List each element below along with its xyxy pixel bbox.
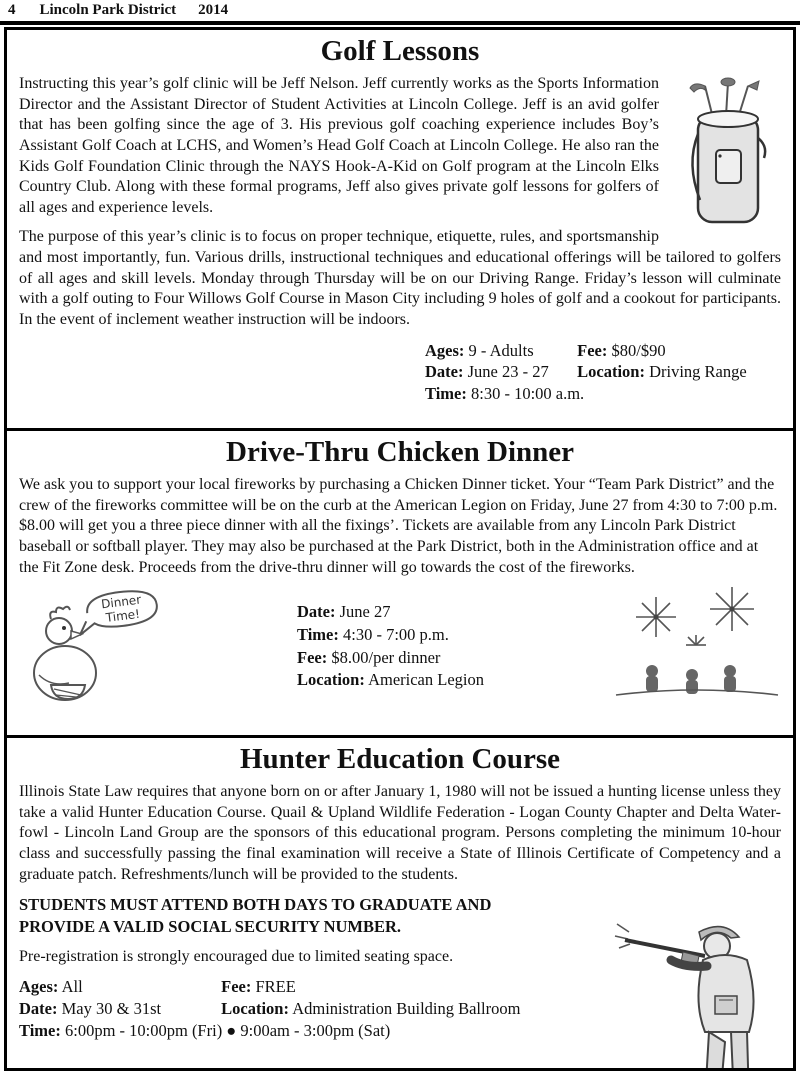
fireworks-illustration bbox=[614, 587, 779, 699]
time-value: 6:00pm - 10:00pm (Fri) ● 9:00am - 3:00pm (Sat) bbox=[64, 1020, 391, 1040]
ages-value: 9 - Adults bbox=[468, 340, 534, 360]
location-label: Location: bbox=[297, 670, 365, 690]
page-number: 4 bbox=[8, 2, 16, 18]
fee-value: $80/$90 bbox=[611, 340, 666, 360]
hunter-fee bbox=[221, 977, 296, 996]
location-value: Driving Range bbox=[649, 362, 747, 382]
ages-label: Ages: bbox=[425, 340, 465, 360]
golf-detail-row bbox=[425, 361, 781, 383]
location-label: Location: bbox=[577, 362, 645, 382]
golf-ages bbox=[425, 340, 573, 362]
fee-value: $8.00/per dinner bbox=[331, 647, 441, 667]
hunter-paragraph: Illinois State Law requires that anyone born on or after January 1, 1980 will not be issued a hunting license unless they take a valid Hunter Education Course. Quail & Upland Wildlife Federation - Logan County Chapter and Delta Water-fowl - Lincoln Land Group are the sponsors of this educational program. Persons completing the minimum 10-hour class and successfully passing the final examination will receive a State of Illinois Certificate of Competency and a graduate patch. Refreshments/lunch will be provided to the students. bbox=[19, 783, 781, 883]
time-value: 8:30 - 10:00 a.m. bbox=[470, 384, 585, 404]
chicken-section-title: Drive-Thru Chicken Dinner bbox=[226, 436, 574, 468]
hunter-preregistration-note: Pre-registration is strongly encouraged due to limited seating space. bbox=[19, 947, 454, 965]
chicken-fee bbox=[297, 647, 484, 670]
hunter-ages bbox=[19, 976, 217, 998]
fee-label: Fee: bbox=[297, 647, 328, 667]
time-label: Time: bbox=[297, 624, 339, 644]
hunter-time bbox=[19, 1021, 390, 1040]
date-label: Date: bbox=[425, 362, 464, 382]
golf-lessons-section bbox=[4, 27, 796, 431]
chicken-time bbox=[297, 624, 484, 647]
hunter-illustration bbox=[613, 894, 781, 1071]
hunter-bold-note: STUDENTS MUST ATTEND BOTH DAYS TO GRADUATE AND PROVIDE A VALID SOCIAL SECURITY NUMBER. bbox=[19, 895, 492, 936]
chicken-dinner-section bbox=[4, 431, 796, 738]
time-label: Time: bbox=[425, 384, 467, 404]
golf-section-title: Golf Lessons bbox=[320, 35, 480, 67]
hunter-location bbox=[221, 999, 520, 1018]
date-value: June 23 - 27 bbox=[467, 362, 549, 382]
year-label: 2014 bbox=[198, 2, 229, 18]
date-value: June 27 bbox=[339, 602, 391, 622]
golf-date bbox=[425, 361, 573, 383]
hunter-date bbox=[19, 998, 217, 1020]
time-value: 4:30 - 7:00 p.m. bbox=[342, 624, 449, 644]
header-rule bbox=[0, 21, 800, 25]
golf-paragraph-1: Instructing this year’s golf clinic will be Jeff Nelson. Jeff currently works as the Sports Information Director and the Assistant Director of Student Activities at Lincoln College. Jeff is an avid golfer that has been golfing since the age of 3. His previous golf coaching experience includes Boy’s Assistant Golf Coach at LCHS, and Women’s Head Golf Coach at Lincoln College. He also ran the Kids Golf Foundation Clinic through the NAYS Hook-A-Kid on Golf program at the Lincoln Elks Country Club. Along with these formal programs, Jeff also gives private golf lessons for golfers of all ages and experience levels. bbox=[19, 75, 659, 216]
date-value: May 30 & 31st bbox=[61, 998, 162, 1018]
golf-fee bbox=[577, 341, 665, 360]
fee-label: Fee: bbox=[221, 976, 252, 996]
page-header bbox=[0, 0, 800, 20]
golf-location bbox=[577, 362, 747, 381]
location-value: American Legion bbox=[368, 670, 484, 690]
chicken-speech-line1: Dinner bbox=[100, 592, 142, 612]
district-name: Lincoln Park District bbox=[39, 2, 177, 18]
chicken-location bbox=[297, 669, 484, 692]
date-label: Date: bbox=[297, 602, 336, 622]
chicken-illustration bbox=[21, 587, 211, 705]
hunter-education-section bbox=[4, 738, 796, 1071]
chicken-paragraph: We ask you to support your local fireworks by purchasing a Chicken Dinner ticket. Your “Team Park District” and the crew of the fireworks committee will be on the curb at the American Legion on Friday, June 27 from 4:30 to 7:00 p.m. $8.00 will get you a three piece dinner with all the fixings’. Tickets are available from any Lincoln Park District baseball or softball player. They may also be purchased at the Park District, both in the Administration office and at the Fit Zone desk. Proceeds from the drive-thru dinner will go towards the cost of the fireworks. bbox=[19, 476, 778, 576]
chicken-details bbox=[297, 601, 484, 692]
ages-value: All bbox=[61, 976, 83, 996]
location-label: Location: bbox=[221, 998, 289, 1018]
golf-bag-illustration bbox=[669, 76, 781, 228]
golf-detail-row bbox=[425, 340, 781, 362]
location-value: Administration Building Ballroom bbox=[292, 998, 521, 1018]
chicken-date bbox=[297, 601, 484, 624]
golf-time bbox=[425, 384, 584, 403]
golf-details bbox=[425, 340, 781, 405]
chicken-bottom-row bbox=[19, 587, 781, 705]
ages-label: Ages: bbox=[19, 976, 59, 996]
golf-detail-row bbox=[425, 383, 781, 405]
time-label: Time: bbox=[19, 1020, 61, 1040]
golf-paragraph-2: The purpose of this year’s clinic is to focus on proper technique, etiquette, rules, and sportsmanship and most importantly, fun. Various drills, instructional techniques and educational offerings will be tailored to golfers of all ages and skill levels. Monday through Thursday will be on our Driving Range. Friday’s lesson will culminate with a golf outing to Four Willows Golf Course in Mason City including 9 holes of golf and a cookout for participants. In the event of inclement weather instruction will be indoors. bbox=[19, 228, 781, 328]
date-label: Date: bbox=[19, 998, 58, 1018]
fee-value: FREE bbox=[255, 976, 296, 996]
fee-label: Fee: bbox=[577, 340, 608, 360]
chicken-speech-line2: Time! bbox=[105, 606, 141, 625]
hunter-section-title: Hunter Education Course bbox=[239, 743, 561, 775]
